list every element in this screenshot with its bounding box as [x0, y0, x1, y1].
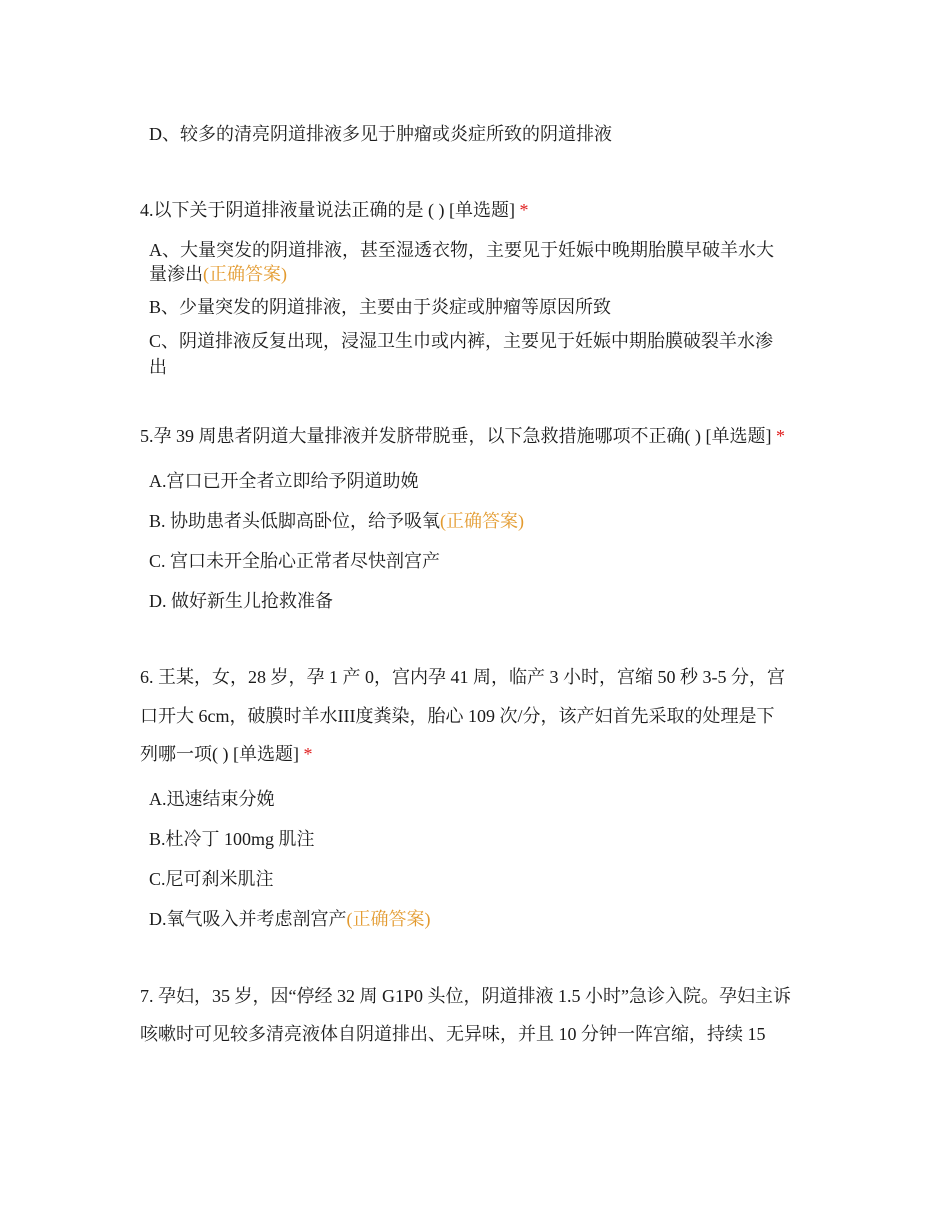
q7-stem-line-1: 7. 孕妇，35 岁，因“停经 32 周 G1P0 头位，阴道排液 1.5 小时”急诊入院。孕妇主诉	[140, 986, 791, 1006]
required-asterisk: *	[303, 744, 313, 764]
q6-stem-line-3: 列哪一项( ) [单选题] *	[140, 744, 313, 764]
q3-option-d[interactable]: D、较多的清亮阴道排液多见于肿瘤或炎症所致的阴道排液	[149, 124, 612, 144]
q6-option-a[interactable]: A.迅速结束分娩	[149, 789, 275, 809]
q5-option-c[interactable]: C. 宫口未开全胎心正常者尽快剖宫产	[149, 551, 441, 571]
q6-option-c[interactable]: C.尼可刹米肌注	[149, 869, 274, 889]
correct-answer-tag: (正确答案)	[440, 511, 525, 531]
required-asterisk: *	[519, 200, 529, 220]
q4-option-c-continued[interactable]: 出	[149, 357, 167, 377]
q6-option-d[interactable]: D.氧气吸入并考虑剖宫产(正确答案)	[149, 909, 431, 929]
correct-answer-tag: (正确答案)	[346, 909, 431, 929]
q5-option-b[interactable]: B. 协助患者头低脚高卧位，给予吸氧(正确答案)	[149, 511, 525, 531]
q6-option-b[interactable]: B.杜冷丁 100mg 肌注	[149, 829, 315, 849]
q4-option-a-continued[interactable]: 量渗出(正确答案)	[149, 264, 287, 284]
q4-option-a[interactable]: A、大量突发的阴道排液，甚至湿透衣物，主要见于妊娠中晚期胎膜早破羊水大	[149, 240, 774, 260]
q5-option-d[interactable]: D. 做好新生儿抢救准备	[149, 591, 333, 611]
q4-option-b[interactable]: B、少量突发的阴道排液，主要由于炎症或肿瘤等原因所致	[149, 297, 612, 317]
q4-option-c[interactable]: C、阴道排液反复出现，浸湿卫生巾或内裤，主要见于妊娠中期胎膜破裂羊水渗	[149, 331, 774, 351]
q6-stem-line-2: 口开大 6cm，破膜时羊水III度粪染，胎心 109 次/分，该产妇首先采取的处理是下	[140, 706, 775, 726]
q7-stem-line-2: 咳嗽时可见较多清亮液体自阴道排出、无异味，并且 10 分钟一阵宫缩，持续 15	[140, 1024, 766, 1044]
correct-answer-tag: (正确答案)	[203, 264, 287, 284]
required-asterisk: *	[775, 426, 785, 446]
q5-stem: 5.孕 39 周患者阴道大量排液并发脐带脱垂，以下急救措施哪项不正确( ) [单选题] *	[140, 426, 785, 446]
q6-stem-line-1: 6. 王某，女，28 岁，孕 1 产 0，宫内孕 41 周，临产 3 小时，宫缩 50 秒 3-5 分，宫	[140, 667, 785, 687]
q5-option-a[interactable]: A.宫口已开全者立即给予阴道助娩	[149, 471, 419, 491]
q4-stem: 4.以下关于阴道排液量说法正确的是 ( ) [单选题] *	[140, 200, 529, 220]
